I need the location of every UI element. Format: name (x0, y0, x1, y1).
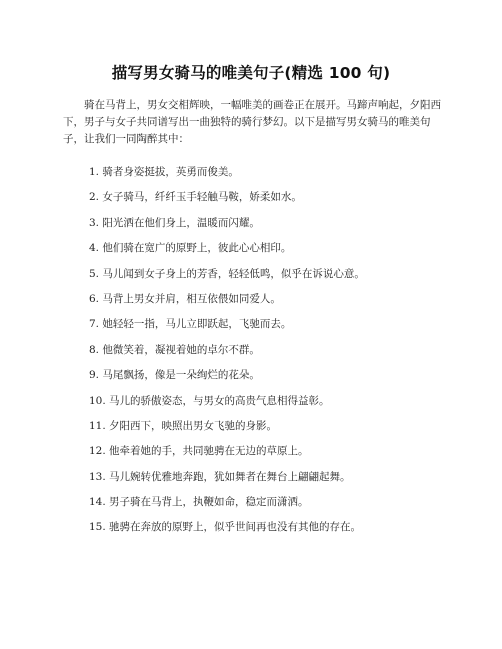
list-item: 12. 他牵着她的手，共同驰骋在无边的草原上。 (89, 445, 309, 458)
list-item: 15. 驰骋在奔放的原野上，似乎世间再也没有其他的存在。 (89, 521, 362, 534)
document-title: 描写男女骑马的唯美句子(精选 100 句) (111, 64, 391, 82)
sentence-list (89, 165, 469, 546)
list-item: 3. 阳光洒在他们身上，温暖而闪耀。 (89, 216, 260, 229)
list-item: 6. 马背上男女并肩，相互依偎如同爱人。 (89, 292, 281, 305)
list-item: 4. 他们骑在宽广的原野上，彼此心心相印。 (89, 242, 292, 255)
list-item: 7. 她轻轻一指，马儿立即跃起，飞驰而去。 (89, 318, 292, 331)
intro-paragraph: 骑在马背上，男女交相辉映，一幅唯美的画卷正在展开。马蹄声响起，夕阳西下，男子与女子共同谱写出一曲独特的骑行梦幻。以下是描写男女骑马的唯美句子，让我们一同陶醉其中： (63, 99, 441, 145)
list-item: 5. 马儿闻到女子身上的芳香，轻轻低鸣，似乎在诉说心意。 (89, 267, 365, 280)
list-item: 2. 女子骑马，纤纤玉手轻触马鞍，娇柔如水。 (89, 191, 302, 204)
list-item: 9. 马尾飘扬，像是一朵绚烂的花朵。 (89, 369, 260, 382)
list-item: 14. 男子骑在马背上，执鞭如命，稳定而潇洒。 (89, 496, 309, 509)
list-item: 11. 夕阳西下，映照出男女飞驰的身影。 (89, 419, 278, 432)
list-item: 13. 马儿婉转优雅地奔跑，犹如舞者在舞台上翩翩起舞。 (89, 470, 351, 483)
list-item: 10. 马儿的骄傲姿态，与男女的高贵气息相得益彰。 (89, 394, 330, 407)
list-item: 8. 他微笑着，凝视着她的卓尔不群。 (89, 343, 260, 356)
list-item: 1. 骑者身姿挺拔，英勇而俊美。 (89, 166, 239, 178)
